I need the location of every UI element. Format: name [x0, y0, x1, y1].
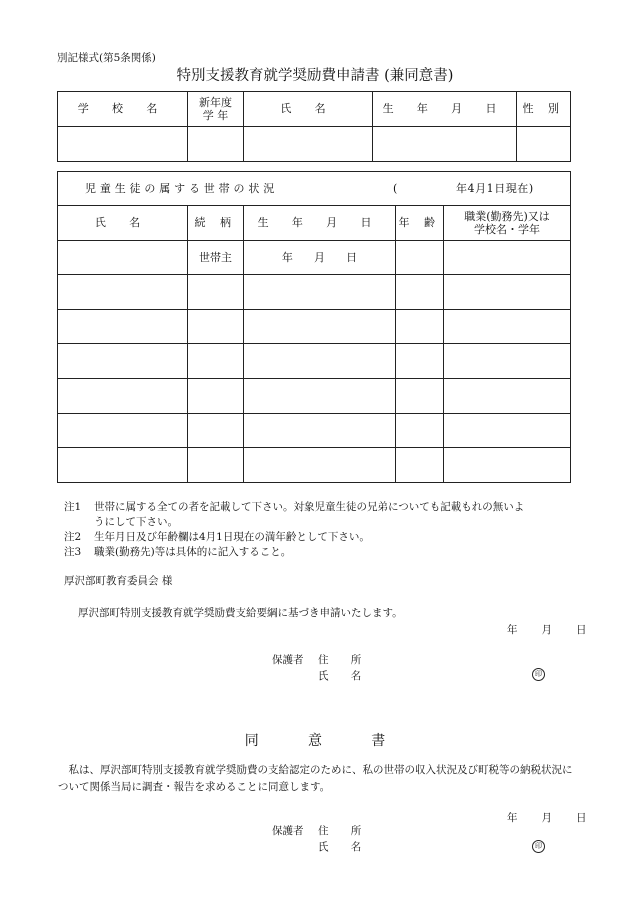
age-field[interactable] [396, 448, 444, 483]
name-label: 氏 名 [318, 841, 371, 853]
notes [64, 500, 584, 560]
age-field[interactable] [396, 344, 444, 379]
sex-header: 性 別 [517, 92, 571, 127]
occupation-field[interactable] [444, 378, 571, 413]
household-title-row [58, 172, 571, 206]
age-field[interactable] [396, 413, 444, 448]
application-guardian-block: 保護者 住 所 氏 名 [272, 654, 371, 682]
student-input-row [58, 127, 571, 162]
household-row [58, 413, 571, 448]
age-field[interactable] [396, 275, 444, 310]
member-dob-field[interactable]: 年 月 日 [244, 240, 396, 275]
age-field[interactable] [396, 378, 444, 413]
relation-field: 世帯主 [188, 240, 244, 275]
relation-header: 続 柄 [188, 206, 244, 241]
household-row-head [58, 240, 571, 275]
note-continuation: うにして下さい。 [94, 516, 178, 528]
consent-body: 私は、厚沢部町特別支援教育就学奨励費の支給認定のために、私の世帯の収入状況及び町税等の納税状況について関係当局に調査・報告を求めることに同意します。 [58, 764, 573, 793]
age-field[interactable] [396, 240, 444, 275]
member-name-field[interactable] [58, 378, 188, 413]
note-item: 注3 職業(勤務先)等は具体的に記入すること。 [64, 546, 292, 558]
relation-field[interactable] [188, 413, 244, 448]
member-dob-field[interactable] [244, 309, 396, 344]
consent-guardian-block: 保護者 住 所 氏 名 [272, 825, 371, 853]
member-name-field[interactable] [58, 309, 188, 344]
household-row [58, 275, 571, 310]
age-header: 年 齢 [396, 206, 444, 241]
student-dob-header: 生 年 月 日 [373, 92, 517, 127]
consent-date: 年 月 日 [507, 812, 587, 824]
student-dob-field[interactable] [373, 127, 517, 162]
member-dob-field[interactable] [244, 448, 396, 483]
member-name-field[interactable] [58, 448, 188, 483]
occupation-field[interactable] [444, 413, 571, 448]
member-dob-field[interactable] [244, 344, 396, 379]
household-table [57, 171, 571, 483]
sex-field[interactable] [517, 127, 571, 162]
address-label: 住 所 [318, 825, 371, 837]
household-title-cell [58, 172, 571, 206]
member-dob-field[interactable] [244, 275, 396, 310]
member-name-field[interactable] [58, 413, 188, 448]
occupation-field[interactable] [444, 309, 571, 344]
seal-mark: 印 [532, 668, 545, 681]
name-label: 氏 名 [318, 670, 371, 682]
as-of-date: 年4月1日現在) [456, 182, 534, 195]
note-item: 注1 世帯に属する全ての者を記載して下さい。対象児童生徒の兄弟についても記載もれの無いよ [64, 501, 525, 513]
household-row [58, 378, 571, 413]
member-dob-field[interactable] [244, 413, 396, 448]
addressee: 厚沢部町教育委員会 様 [64, 575, 173, 587]
member-name-field[interactable] [58, 275, 188, 310]
member-dob-field[interactable] [244, 378, 396, 413]
note-item: 注2 生年月日及び年齢欄は4月1日現在の満年齢として下さい。 [64, 531, 370, 543]
relation-field[interactable] [188, 378, 244, 413]
grade-field[interactable] [188, 127, 244, 162]
application-date: 年 月 日 [507, 624, 587, 636]
member-name-header: 氏 名 [58, 206, 188, 241]
address-label: 住 所 [318, 654, 371, 666]
school-name-field[interactable] [58, 127, 188, 162]
household-row [58, 344, 571, 379]
occupation-header: 職業(勤務先)又は 学校名・学年 [444, 206, 571, 241]
form-reference: 別記様式(第5条関係) [57, 52, 156, 64]
age-field[interactable] [396, 309, 444, 344]
consent-title: 同 意 書 [244, 733, 408, 749]
student-info-table [57, 91, 571, 162]
occupation-field[interactable] [444, 344, 571, 379]
occupation-field[interactable] [444, 275, 571, 310]
relation-field[interactable] [188, 448, 244, 483]
relation-field[interactable] [188, 344, 244, 379]
household-title: 児童生徒の属する世帯の状況 [85, 182, 279, 195]
occupation-field[interactable] [444, 240, 571, 275]
household-row [58, 448, 571, 483]
seal-mark: 印 [532, 840, 545, 853]
application-statement: 厚沢部町特別支援教育就学奨励費支給要綱に基づき申請いたします。 [78, 607, 403, 619]
form-title: 特別支援教育就学奨励費申請書 (兼同意書) [176, 68, 454, 84]
household-row [58, 309, 571, 344]
school-name-header: 学 校 名 [58, 92, 188, 127]
member-dob-header: 生 年 月 日 [244, 206, 396, 241]
student-name-field[interactable] [244, 127, 373, 162]
household-header-row [58, 206, 571, 241]
relation-field[interactable] [188, 309, 244, 344]
student-name-header: 氏 名 [244, 92, 373, 127]
grade-header: 新年度 学 年 [188, 92, 244, 127]
member-name-field[interactable] [58, 344, 188, 379]
as-of-open-paren: ( [393, 182, 398, 195]
member-name-field[interactable] [58, 240, 188, 275]
occupation-field[interactable] [444, 448, 571, 483]
relation-field[interactable] [188, 275, 244, 310]
student-header-row [58, 92, 571, 127]
